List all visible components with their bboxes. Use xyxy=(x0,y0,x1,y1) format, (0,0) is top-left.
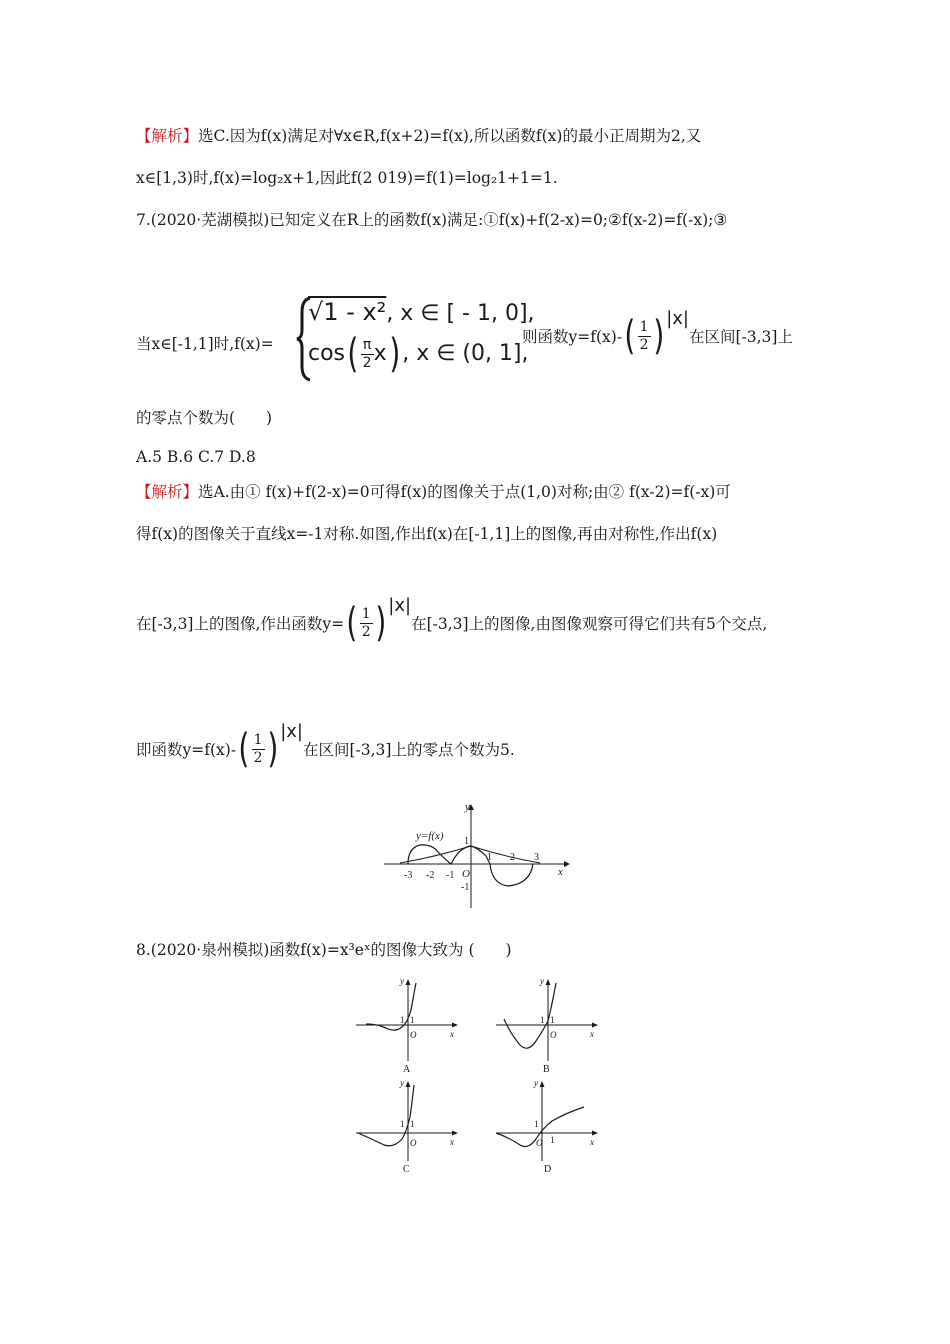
svg-text:1: 1 xyxy=(400,1015,405,1025)
tick-neg2: -2 xyxy=(426,870,435,881)
option-c-label: C xyxy=(403,1164,410,1175)
svg-text:x: x xyxy=(450,1029,454,1039)
option-a-label: A xyxy=(403,1064,411,1075)
svg-text:O: O xyxy=(536,1138,543,1148)
analysis-tag: 【解析】 xyxy=(136,127,199,145)
q7-half-fraction: $\frac{1}{2}$ xyxy=(639,319,649,353)
svg-text:x: x xyxy=(450,1137,454,1147)
q8-option-c-graph xyxy=(352,1075,464,1175)
analysis-text: 选C.因为f(x)满足对∀x∈R,f(x+2)=f(x),所以函数f(x)的最小正周期为2,又 xyxy=(198,127,702,145)
q8-option-d-graph xyxy=(492,1075,604,1175)
option-b-label: B xyxy=(543,1064,550,1075)
q7-graph xyxy=(380,800,580,912)
svg-text:y: y xyxy=(400,976,404,986)
q7-options: A.5 B.6 C.7 D.8 xyxy=(136,448,256,466)
curve-label: y=f(x) xyxy=(416,830,444,842)
tick-1: 1 xyxy=(487,852,492,863)
svg-text:1: 1 xyxy=(550,1135,555,1145)
case2-fraction: $\frac{\pi}{2}$ xyxy=(362,337,372,371)
svg-text:1: 1 xyxy=(534,1119,539,1129)
svg-text:O: O xyxy=(410,1138,417,1148)
ans7-line-3: 在[-3,3]上的图像,作出函数y=( $\frac{1}{2}$ ) |x|在[-3,3]上的图像,由图像观察可得它们共有5个交点, xyxy=(136,595,768,646)
q7-condition-line xyxy=(136,296,836,382)
svg-text:x: x xyxy=(590,1029,594,1039)
x-axis-arrow xyxy=(564,861,570,867)
svg-text:y: y xyxy=(400,1078,404,1088)
q7-prefix: 当x∈[-1,1]时,f(x)= xyxy=(136,335,274,353)
y-tick-neg1: -1 xyxy=(461,882,470,893)
piecewise-case-2: cos( $\frac{\pi}{2}$ x) , x ∈ (0, 1], xyxy=(308,331,529,377)
svg-text:1: 1 xyxy=(410,1119,415,1129)
ans7-line-4: 即函数y=f(x)-( $\frac{1}{2}$ ) |x|在区间[-3,3]上的零点个数为5. xyxy=(136,721,515,772)
y-tick-1: 1 xyxy=(464,836,469,847)
q8-option-a-graph xyxy=(352,975,464,1075)
ans7-line-2: 得f(x)的图像关于直线x=-1对称.如图,作出f(x)在[-1,1]上的图像,再由对称性,作出f(x) xyxy=(136,525,718,543)
option-d-label: D xyxy=(544,1164,552,1175)
tick-neg1: -1 xyxy=(446,870,455,881)
svg-text:1: 1 xyxy=(410,1015,415,1025)
y-label: y xyxy=(465,801,470,813)
svg-text:O: O xyxy=(410,1030,417,1040)
svg-text:x: x xyxy=(590,1137,594,1147)
half-power-curve xyxy=(400,846,540,863)
svg-text:1: 1 xyxy=(550,1015,555,1025)
q7-function-tail: 则函数y=f(x)-( $\frac{1}{2}$ ) |x|在区间[-3,3]上 xyxy=(522,308,793,359)
svg-text:y: y xyxy=(540,976,544,986)
svg-text:1: 1 xyxy=(540,1015,545,1025)
case2-cond: , x ∈ (0, 1], xyxy=(402,341,529,366)
ans7-half-fraction-1: $\frac{1}{2}$ xyxy=(361,606,371,640)
svg-text:y: y xyxy=(534,1078,538,1088)
tick-2: 2 xyxy=(510,852,515,863)
analysis-line-1 xyxy=(136,129,701,145)
ans7-line-1: 【解析】选A.由① f(x)+f(2-x)=0可得f(x)的图像关于点(1,0)对称;由② f(x-2)=f(-x)可 xyxy=(136,483,731,501)
svg-text:O: O xyxy=(550,1030,557,1040)
q7-line-3: 的零点个数为( ) xyxy=(136,409,273,427)
case1-expr: √1 - x² xyxy=(308,298,387,326)
svg-text:1: 1 xyxy=(400,1119,405,1129)
case2-cos: cos xyxy=(308,341,346,366)
case1-cond: , x ∈ [ - 1, 0], xyxy=(386,301,535,326)
q8-option-b-graph xyxy=(492,975,604,1075)
ans7-half-fraction-2: $\frac{1}{2}$ xyxy=(253,732,263,766)
piecewise-case-1 xyxy=(308,298,535,326)
x-label: x xyxy=(558,866,563,878)
q7-stem: 7.(2020·芜湖模拟)已知定义在R上的函数f(x)满足:①f(x)+f(2-x)=0;②f(x-2)=f(-x);③ xyxy=(136,211,728,229)
tick-3: 3 xyxy=(534,852,539,863)
origin-label: O xyxy=(462,868,470,880)
q8-stem: 8.(2020·泉州模拟)函数f(x)=x³eˣ的图像大致为 ( ) xyxy=(136,941,512,959)
analysis-line-2: x∈[1,3)时,f(x)=log₂x+1,因此f(2 019)=f(1)=log₂1+1=1. xyxy=(136,169,558,187)
ans7-tag: 【解析】 xyxy=(136,483,199,501)
tick-neg3: -3 xyxy=(404,870,413,881)
